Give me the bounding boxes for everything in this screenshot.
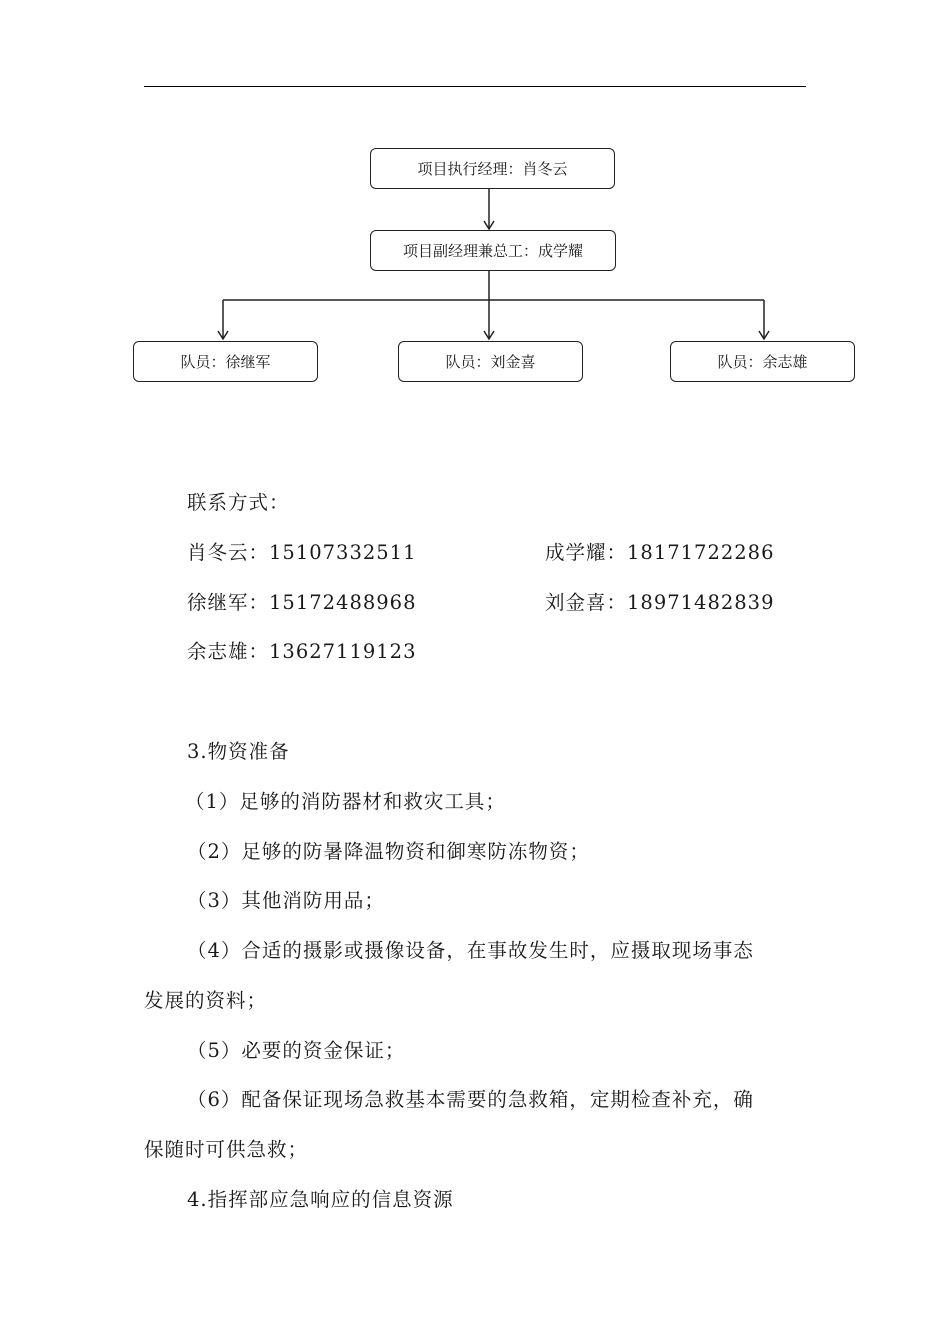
section-heading: 3.物资准备 [187, 740, 290, 763]
contacts-heading: 联系方式： [187, 491, 290, 514]
org-chart [0, 0, 950, 400]
material-item: （1）足够的消防器材和救灾工具； [185, 790, 506, 813]
org-box-deputy: 项目副经理兼总工：成学耀 [370, 230, 616, 271]
contact-item: 刘金喜：18971482839 [545, 591, 775, 614]
org-box-member: 队员：徐继军 [133, 341, 318, 382]
org-connectors [0, 0, 950, 400]
contact-item: 徐继军：15172488968 [187, 591, 417, 614]
material-item: （4）合适的摄影或摄像设备，在事故发生时，应摄取现场事态 [187, 939, 754, 962]
material-item: （6）配备保证现场急救基本需要的急救箱，定期检查补充，确 [187, 1088, 754, 1111]
org-box-manager: 项目执行经理：肖冬云 [370, 148, 615, 189]
material-item: （2）足够的防暑降温物资和御寒防冻物资； [187, 840, 590, 863]
contact-item: 余志雄：13627119123 [187, 640, 417, 663]
material-item: （3）其他消防用品； [187, 889, 385, 912]
material-item: 保随时可供急救； [144, 1138, 309, 1161]
org-box-member: 队员：刘金喜 [398, 341, 583, 382]
org-box-member: 队员：余志雄 [670, 341, 855, 382]
material-item: 发展的资料； [144, 989, 268, 1012]
contact-item: 成学耀：18171722286 [545, 541, 775, 564]
contact-item: 肖冬云：15107332511 [187, 541, 417, 564]
section-heading: 4.指挥部应急响应的信息资源 [187, 1188, 454, 1211]
material-item: （5）必要的资金保证； [187, 1039, 406, 1062]
